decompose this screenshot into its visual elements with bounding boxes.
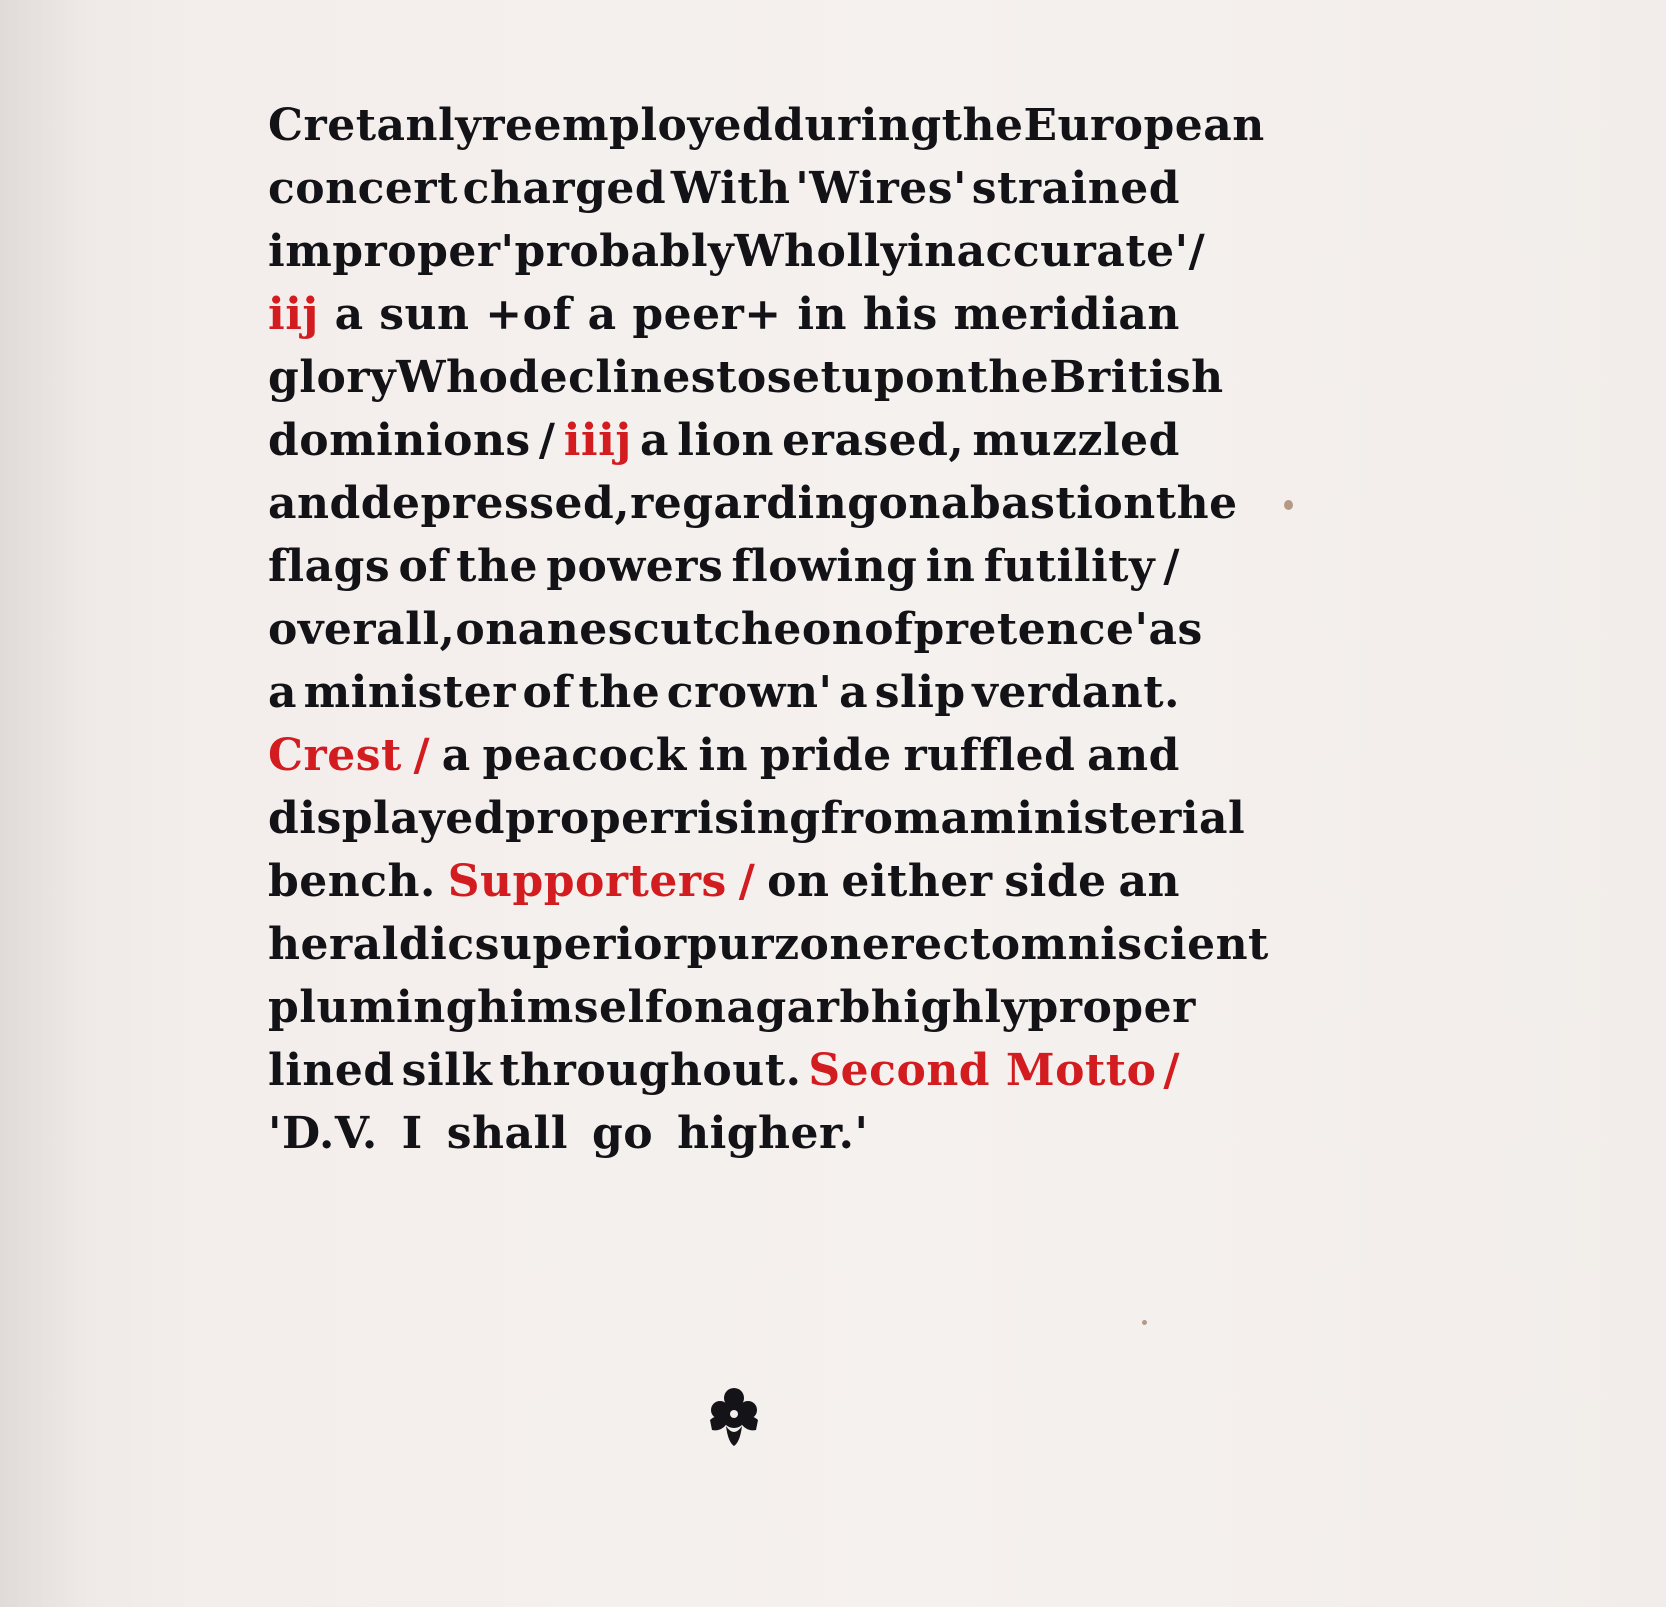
text-line-15 — [268, 982, 1196, 1045]
text-line-10 — [268, 667, 1180, 730]
word: of — [864, 604, 914, 655]
word: during — [773, 100, 942, 151]
word: pluming — [268, 982, 477, 1033]
word: of — [522, 667, 572, 718]
word: lion — [677, 415, 774, 466]
text-line-3 — [268, 226, 1206, 289]
word: a — [334, 289, 364, 340]
word: escutcheon — [579, 604, 865, 655]
word: proper — [505, 793, 674, 844]
word: over — [268, 604, 377, 655]
word: the — [941, 100, 1024, 151]
word: omniscient — [990, 919, 1269, 970]
rubric-slash: / — [738, 856, 756, 907]
word: of — [398, 541, 448, 592]
gutter-shadow — [0, 0, 90, 1607]
word: and — [268, 478, 361, 529]
rubric-heading-supporters: Supporters — [447, 856, 727, 907]
word: sun — [379, 289, 470, 340]
text-line-9 — [268, 604, 1203, 667]
word: inaccurate' — [906, 226, 1189, 277]
word: a — [940, 478, 970, 529]
floral-fleuron-icon — [698, 1380, 770, 1452]
text-line-12 — [268, 793, 1246, 856]
word: upon — [841, 352, 968, 403]
word: bench. — [268, 856, 436, 907]
word: Cretan — [268, 100, 439, 151]
text-line-16 — [268, 1045, 1180, 1108]
word: 'probably — [500, 226, 735, 277]
paper-speck — [1142, 1320, 1147, 1325]
word: / — [1188, 226, 1206, 277]
text-line-4 — [268, 289, 1180, 352]
word: bastion — [969, 478, 1156, 529]
word: a — [726, 982, 756, 1033]
text-line-17 — [268, 1108, 1180, 1171]
word: an — [517, 604, 580, 655]
word: a — [268, 667, 298, 718]
word: / — [1163, 541, 1180, 592]
word: 'Wires' — [795, 163, 967, 214]
word: on — [767, 856, 830, 907]
word: in — [925, 541, 976, 592]
text-line-7 — [268, 478, 1238, 541]
word: lyre — [438, 100, 534, 151]
word: silk — [401, 1045, 493, 1096]
rubric-numeral: iiij — [563, 415, 632, 466]
word: With — [670, 163, 791, 214]
paper-speck — [1284, 500, 1293, 510]
word: in — [797, 289, 848, 340]
word: I — [401, 1108, 423, 1159]
word: employed — [533, 100, 774, 151]
word: dominions — [268, 415, 531, 466]
word: slip — [874, 667, 966, 718]
body-text — [268, 100, 1269, 1171]
word: Wholly — [734, 226, 907, 277]
word: verdant. — [972, 667, 1180, 718]
word: 'D.V. — [268, 1108, 378, 1159]
word: declines — [508, 352, 717, 403]
word: ruffled — [903, 730, 1076, 781]
word: flowing — [731, 541, 918, 592]
word: throughout. — [499, 1045, 802, 1096]
word: shall — [446, 1108, 568, 1159]
word: muzzled — [972, 415, 1180, 466]
word: charged — [462, 163, 667, 214]
word: powers — [546, 541, 724, 592]
word: peer+ — [632, 289, 782, 340]
text-line-6 — [268, 415, 1180, 478]
text-line-8 — [268, 541, 1180, 604]
word: pride — [759, 730, 892, 781]
word: highly — [870, 982, 1028, 1033]
rubric-numeral: iij — [268, 289, 319, 340]
word: improper — [268, 226, 501, 277]
word: minister — [303, 667, 516, 718]
word: the — [456, 541, 538, 592]
word: concert — [268, 163, 458, 214]
word: proper — [1027, 982, 1196, 1033]
rubric-slash: / — [413, 730, 431, 781]
word: flags — [268, 541, 391, 592]
word: himself — [477, 982, 665, 1033]
text-line-5 — [268, 352, 1224, 415]
text-line-13 — [268, 856, 1180, 919]
word: either — [841, 856, 993, 907]
word: in — [698, 730, 749, 781]
word: a — [940, 793, 970, 844]
word: on — [664, 982, 727, 1033]
word: 'as — [1134, 604, 1203, 655]
word: futility — [983, 541, 1156, 592]
word: on — [878, 478, 941, 529]
word: a — [441, 730, 471, 781]
word: rising — [673, 793, 821, 844]
word: depressed, — [360, 478, 631, 529]
word: superior — [474, 919, 687, 970]
text-line-2 — [268, 163, 1180, 226]
word: pretence — [913, 604, 1135, 655]
word: higher.' — [677, 1108, 869, 1159]
word: regarding — [630, 478, 879, 529]
rubric-heading-crest: Crest — [268, 730, 402, 781]
word: strained — [971, 163, 1180, 214]
word: set — [766, 352, 842, 403]
word: go — [591, 1108, 654, 1159]
word: displayed — [268, 793, 506, 844]
word: lined — [268, 1045, 395, 1096]
word: erased, — [782, 415, 965, 466]
word: peacock — [482, 730, 687, 781]
word: British — [1049, 352, 1224, 403]
word: / — [538, 415, 556, 466]
word: ministerial — [969, 793, 1246, 844]
word: from — [820, 793, 941, 844]
rubric-heading-second-motto: Second Motto — [808, 1045, 1157, 1096]
word: Who — [396, 352, 509, 403]
word: side — [1004, 856, 1107, 907]
word: crown' — [666, 667, 833, 718]
word: garb — [755, 982, 871, 1033]
word: erect — [861, 919, 991, 970]
word: European — [1023, 100, 1265, 151]
word: glory — [268, 352, 397, 403]
word: all, — [376, 604, 456, 655]
word: his — [862, 289, 938, 340]
word: a — [839, 667, 869, 718]
word: to — [716, 352, 767, 403]
text-line-14 — [268, 919, 1269, 982]
word: meridian — [953, 289, 1180, 340]
word: a — [639, 415, 669, 466]
word: heraldic — [268, 919, 475, 970]
word: purzon — [686, 919, 862, 970]
word: the — [967, 352, 1050, 403]
word: an — [1118, 856, 1180, 907]
text-line-1 — [268, 100, 1265, 163]
text-line-11 — [268, 730, 1180, 793]
word: and — [1087, 730, 1180, 781]
word: a — [587, 289, 617, 340]
word: +of — [485, 289, 572, 340]
word: on — [455, 604, 518, 655]
word: the — [1155, 478, 1238, 529]
word: the — [578, 667, 661, 718]
rubric-slash: / — [1163, 1045, 1180, 1096]
